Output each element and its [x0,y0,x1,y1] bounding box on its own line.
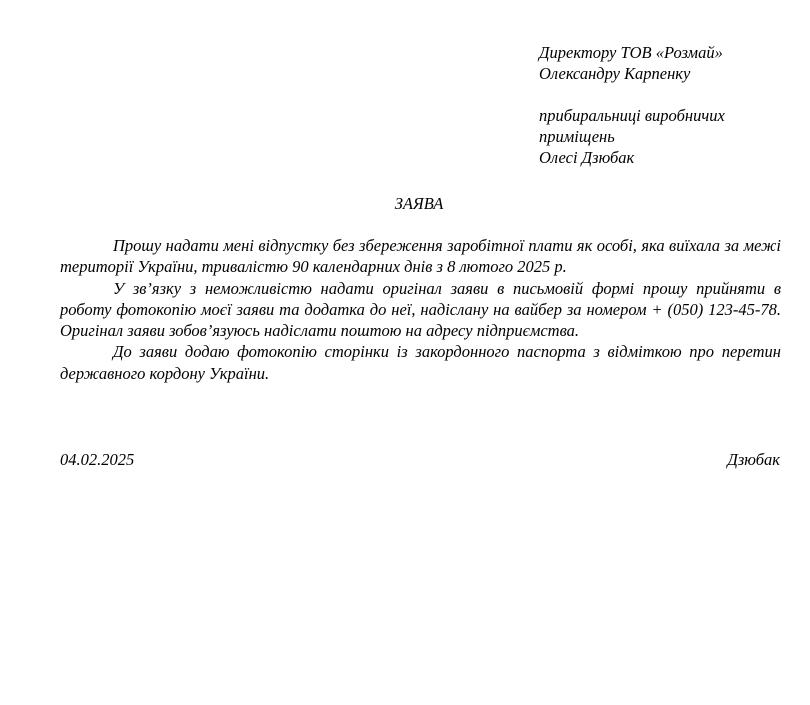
sender-position: прибиральниці виробничих [539,106,725,125]
body-paragraph-2: У зв’язку з неможливістю надати оригінал заяви в письмовій формі прошу прийняти в роботу фотокопію моєї заяви та додатка до неї, надіслану на вайбер за номером + (050) 123-45-78. Оригінал заяви зобов’язуюсь надіслати поштою на адресу підприємства. [60,278,781,341]
signature: Дзюбак [727,450,780,469]
body-paragraph-1: Прошу надати мені відпустку без збереження заробітної плати як особі, яка виїхала за межі території України, тривалістю 90 календарних днів з 8 лютого 2025 р. [60,236,781,277]
addressee-name: Олександру Карпенку [539,64,691,83]
document-date: 04.02.2025 [60,450,135,469]
addressee-position: Директору ТОВ «Розмай» [539,43,723,62]
addressee-block [539,42,799,168]
addressee-spacer [539,84,799,105]
document-body [60,235,781,384]
document-title: ЗАЯВА [394,194,444,213]
sender-position-cont: приміщень [539,127,615,146]
body-paragraph-3: До заяви додаю фотокопію сторінки із закордонного паспорта з відміткою про перетин державного кордону України. [60,342,781,383]
sender-name: Олесі Дзюбак [539,148,635,167]
